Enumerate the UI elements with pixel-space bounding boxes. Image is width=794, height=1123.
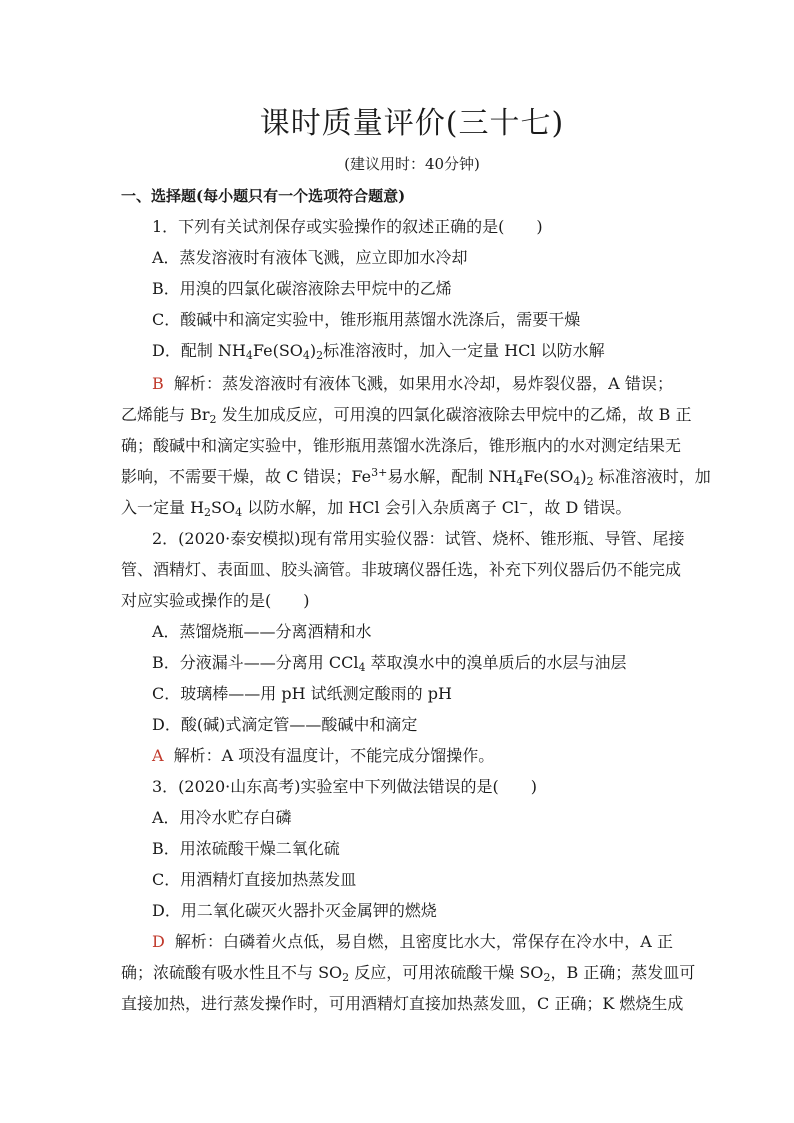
q1-explanation-line4: 影响，不需要干燥，故 C 错误；$Fe^{3+}$易水解，配制 $NH_4Fe(SO_4)_2$ 标准溶液时，加 [121,466,711,488]
section-heading: 一、选择题(每小题只有一个选项符合题意) [121,187,406,205]
q3-explanation-line3: 直接加热，进行蒸发操作时，可用酒精灯直接加热蒸发皿，C 正确；K 燃烧生成 [121,994,684,1013]
q1-explanation-line2: 乙烯能与 $Br_2$ 发生加成反应，可用溴的四氯化碳溶液除去甲烷中的乙烯，故 B 正 [121,405,692,426]
q2-stem-line2: 管、酒精灯、表面皿、胶头滴管。非玻璃仪器任选，补充下列仪器后仍不能完成 [121,560,682,579]
q2-option-b: B．分液漏斗——分离用 CCl$_4$ 萃取溴水中的溴单质后的水层与油层 [152,653,627,674]
q1-option-b: B．用溴的四氯化碳溶液除去甲烷中的乙烯 [152,279,452,298]
q2-stem-line3: 对应实验或操作的是( ) [121,591,310,610]
q2-explanation: A 解析：A 项没有温度计，不能完成分馏操作。 [152,746,495,765]
q2-answer: A [152,746,164,765]
time-suggestion: (建议用时：40分钟) [344,155,480,173]
q1-option-a: A．蒸发溶液时有液体飞溅，应立即加水冷却 [152,248,468,267]
q3-option-b: B．用浓硫酸干燥二氧化硫 [152,839,340,858]
q3-explanation-line2: 确；浓硫酸有吸水性且不与 $SO_2$ 反应，可用浓硫酸干燥 $SO_2$，B 正确；蒸发皿可 [121,963,696,984]
q2-option-d: D．酸(碱)式滴定管——酸碱中和滴定 [152,715,418,734]
q3-option-c: C．用酒精灯直接加热蒸发皿 [152,870,357,889]
q1-explanation-line3: 确；酸碱中和滴定实验中，锥形瓶用蒸馏水洗涤后，锥形瓶内的水对测定结果无 [121,436,682,455]
q1-stem: 1．下列有关试剂保存或实验操作的叙述正确的是( ) [152,217,543,236]
q3-explanation-line1: D 解析：白磷着火点低，易自燃，且密度比水大，常保存在冷水中，A 正 [152,932,673,951]
q3-option-d: D．用二氧化碳灭火器扑灭金属钾的燃烧 [152,901,437,920]
q3-answer: D [152,932,165,951]
q2-option-c: C．玻璃棒——用 pH 试纸测定酸雨的 pH [152,684,452,703]
q1-explanation-line5: 入一定量 $H_2SO_4$ 以防水解，加 HCl 会引入杂质离子 Cl−，故 D 错误。 [121,497,632,519]
page-title: 课时质量评价(三十七) [259,106,565,141]
q3-option-a: A．用冷水贮存白磷 [152,808,292,827]
q2-option-a: A．蒸馏烧瓶——分离酒精和水 [152,622,372,641]
q1-option-c: C．酸碱中和滴定实验中，锥形瓶用蒸馏水洗涤后，需要干燥 [152,310,581,329]
q3-stem: 3．(2020·山东高考)实验室中下列做法错误的是( ) [152,777,537,796]
q1-explanation-line1: B 解析：蒸发溶液时有液体飞溅，如果用水冷却，易炸裂仪器，A 错误； [152,374,673,393]
q1-option-d: D．配制 $NH_4Fe(SO_4)_2$标准溶液时，加入一定量 HCl 以防水解 [152,341,605,362]
q2-stem-line1: 2．(2020·泰安模拟)现有常用实验仪器：试管、烧杯、锥形瓶、导管、尾接 [152,529,685,548]
q1-answer: B [152,374,164,393]
